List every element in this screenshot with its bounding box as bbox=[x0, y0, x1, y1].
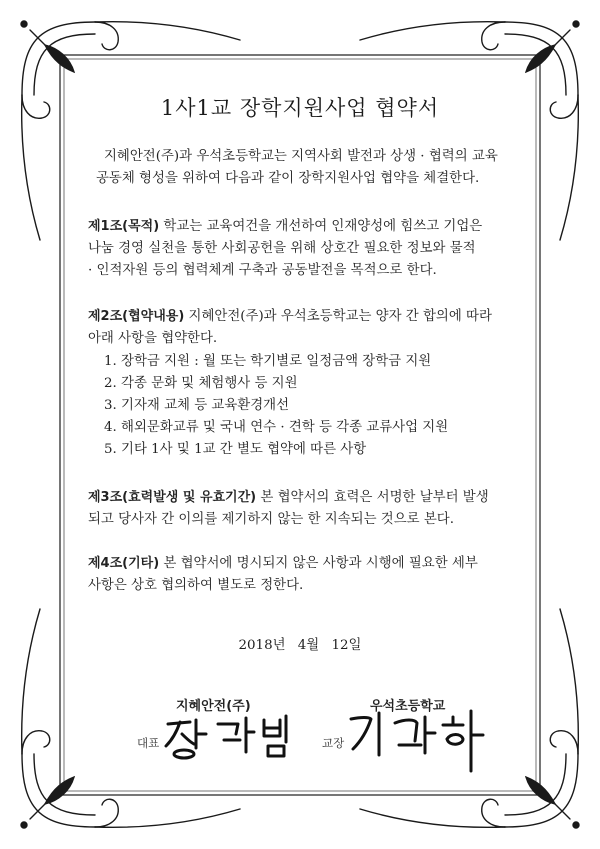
list-item: 5. 기타 1사 및 1교 간 별도 협약에 따른 사항 bbox=[104, 442, 367, 457]
article-2 bbox=[88, 306, 540, 350]
list-item: 4. 해외문화교류 및 국내 연수 · 견학 등 각종 교류사업 지원 bbox=[104, 420, 449, 435]
intro-line: 지혜안전(주)과 우석초등학교는 지역사회 발전과 상생 · 협력의 교육 bbox=[104, 149, 498, 164]
article-3 bbox=[88, 487, 540, 531]
left-signature bbox=[160, 712, 300, 762]
article-3-label: 제3조(효력발생 및 유효기간) bbox=[88, 490, 257, 505]
agreement-date: 2018년 4월 12일 bbox=[238, 638, 362, 653]
list-item: 3. 기자재 교체 등 교육환경개선 bbox=[104, 398, 290, 413]
article-1-line: 학교는 교육여건을 개선하여 인재양성에 힘쓰고 기업은 bbox=[159, 219, 483, 234]
article-1-line: 나눔 경영 실천을 통한 사회공헌을 위해 상호간 필요한 정보와 물적 bbox=[88, 241, 476, 256]
right-party-name: 우석초등학교 bbox=[370, 699, 446, 714]
list-item: 1. 장학금 지원 : 월 또는 학기별로 일정금액 장학금 지원 bbox=[104, 354, 432, 369]
right-party-role: 교장 bbox=[322, 736, 345, 750]
article-2-line: 지혜안전(주)과 우석초등학교는 양자 간 합의에 따라 bbox=[184, 309, 492, 324]
intro-line: 공동체 형성을 위하여 다음과 같이 장학지원사업 협약을 체결한다. bbox=[96, 171, 480, 186]
article-3-line: 본 협약서의 효력은 서명한 날부터 발생 bbox=[256, 490, 489, 505]
left-party-name: 지혜안전(주) bbox=[176, 699, 251, 714]
article-4-line: 사항은 상호 협의하여 별도로 정한다. bbox=[88, 578, 304, 593]
article-2-label: 제2조(협약내용) bbox=[88, 309, 185, 324]
article-1 bbox=[88, 216, 540, 282]
article-1-line: · 인적자원 등의 협력체계 구축과 공동발전을 목적으로 한다. bbox=[88, 263, 437, 278]
article-1-label: 제1조(목적) bbox=[88, 219, 160, 234]
article-3-line: 되고 당사자 간 이의를 제기하지 않는 한 지속되는 것으로 본다. bbox=[88, 512, 454, 527]
right-signature bbox=[345, 705, 495, 775]
document-title: 1사1교 장학지원사업 협약서 bbox=[160, 96, 440, 120]
article-4-label: 제4조(기타) bbox=[88, 556, 160, 571]
article-2-line: 아래 사항을 협약한다. bbox=[88, 331, 218, 346]
article-4 bbox=[88, 553, 540, 597]
article-4-line: 본 협약서에 명시되지 않은 사항과 시행에 필요한 세부 bbox=[159, 556, 478, 571]
left-party-role: 대표 bbox=[137, 736, 160, 750]
list-item: 2. 각종 문화 및 체험행사 등 지원 bbox=[104, 376, 298, 391]
intro-paragraph bbox=[88, 146, 548, 190]
article-2-item-list bbox=[104, 351, 540, 461]
